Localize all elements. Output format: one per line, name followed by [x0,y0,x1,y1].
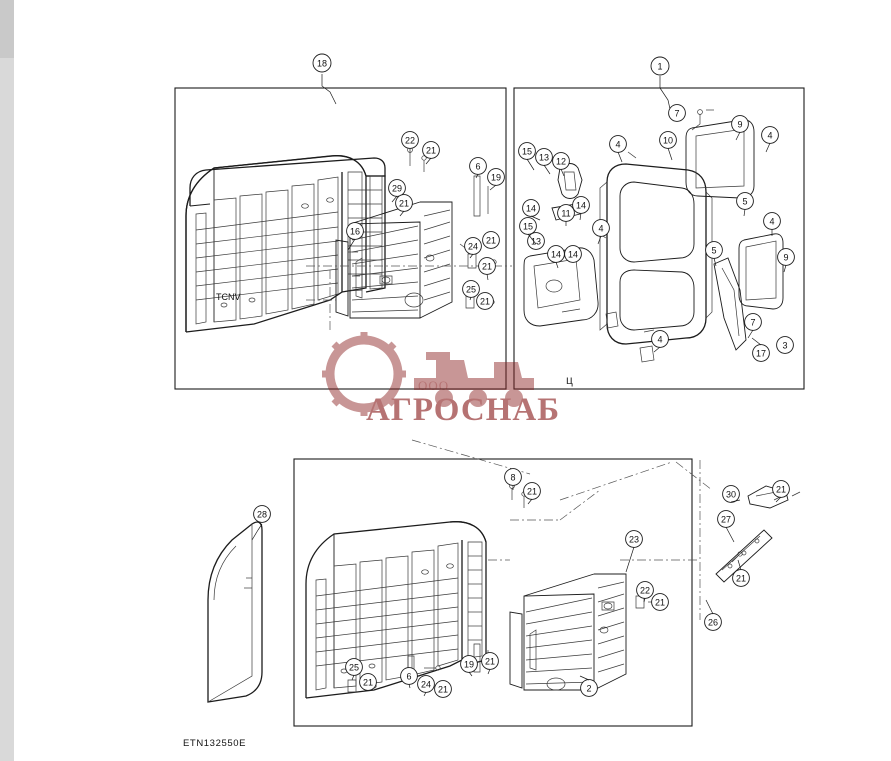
svg-text:7: 7 [750,317,756,328]
svg-text:12: 12 [555,156,567,167]
part-bottom-door-panel [306,522,486,698]
svg-text:16: 16 [349,226,361,237]
svg-text:8: 8 [510,472,516,483]
svg-text:23: 23 [628,534,640,545]
svg-text:6: 6 [406,671,412,682]
svg-text:29: 29 [391,183,403,194]
svg-text:22: 22 [404,135,416,146]
svg-text:14: 14 [525,203,537,214]
svg-text:14: 14 [550,249,562,260]
svg-text:22: 22 [639,585,651,596]
svg-text:21: 21 [437,684,449,695]
part-9-glass-lower [739,234,783,309]
svg-text:2: 2 [586,683,592,694]
svg-text:18: 18 [316,58,328,69]
svg-text:13: 13 [530,236,542,247]
part-23-glass [510,574,626,690]
svg-text:24: 24 [467,241,479,252]
svg-text:26: 26 [707,617,719,628]
watermark-line-1: ООО [418,378,450,393]
svg-text:24: 24 [420,679,432,690]
svg-text:11: 11 [561,208,571,219]
svg-text:27: 27 [720,514,732,525]
svg-text:21: 21 [526,486,538,497]
callout-leader-18 [322,74,336,104]
svg-text:4: 4 [767,130,773,141]
svg-text:21: 21 [484,656,496,667]
svg-text:4: 4 [598,223,604,234]
svg-text:13: 13 [538,152,550,163]
svg-text:30: 30 [725,489,737,500]
svg-text:14: 14 [575,200,587,211]
svg-text:9: 9 [783,252,789,263]
part-17-pillar-trim [714,258,746,350]
svg-text:15: 15 [522,221,534,232]
svg-text:4: 4 [657,334,663,345]
svg-text:25: 25 [348,662,360,673]
svg-text:14: 14 [567,249,579,260]
part-28-fender [208,522,262,702]
svg-text:21: 21 [362,677,374,688]
svg-text:25: 25 [465,284,477,295]
svg-text:28: 28 [256,509,268,520]
svg-text:21: 21 [481,261,493,272]
callout-leader-28 [252,524,262,540]
svg-text:4: 4 [769,216,775,227]
svg-text:TCNV: TCNV [216,292,241,302]
drawing-code: ETN132550E [183,738,247,749]
svg-text:10: 10 [662,135,674,146]
svg-text:21: 21 [398,198,410,209]
fasteners-bottom [348,484,782,692]
svg-text:3: 3 [782,340,788,351]
svg-text:21: 21 [654,597,666,608]
watermark-line-2: АГРОСНАБ [366,392,561,428]
assembly-axes [306,266,712,620]
svg-text:21: 21 [735,573,747,584]
svg-text:7: 7 [674,108,680,119]
svg-text:9: 9 [737,119,743,130]
svg-text:21: 21 [479,296,491,307]
svg-text:17: 17 [755,348,767,359]
svg-text:21: 21 [485,235,497,246]
svg-text:4: 4 [615,139,621,150]
svg-text:15: 15 [521,146,533,157]
part-18-door-panel [186,156,385,332]
svg-text:5: 5 [742,196,748,207]
svg-text:5: 5 [711,245,717,256]
svg-text:21: 21 [775,484,787,495]
svg-text:6: 6 [475,161,481,172]
svg-text:19: 19 [463,659,475,670]
svg-text:19: 19 [490,172,502,183]
svg-text:1: 1 [657,61,663,72]
svg-text:21: 21 [425,145,437,156]
stray-character: ц [566,373,573,387]
